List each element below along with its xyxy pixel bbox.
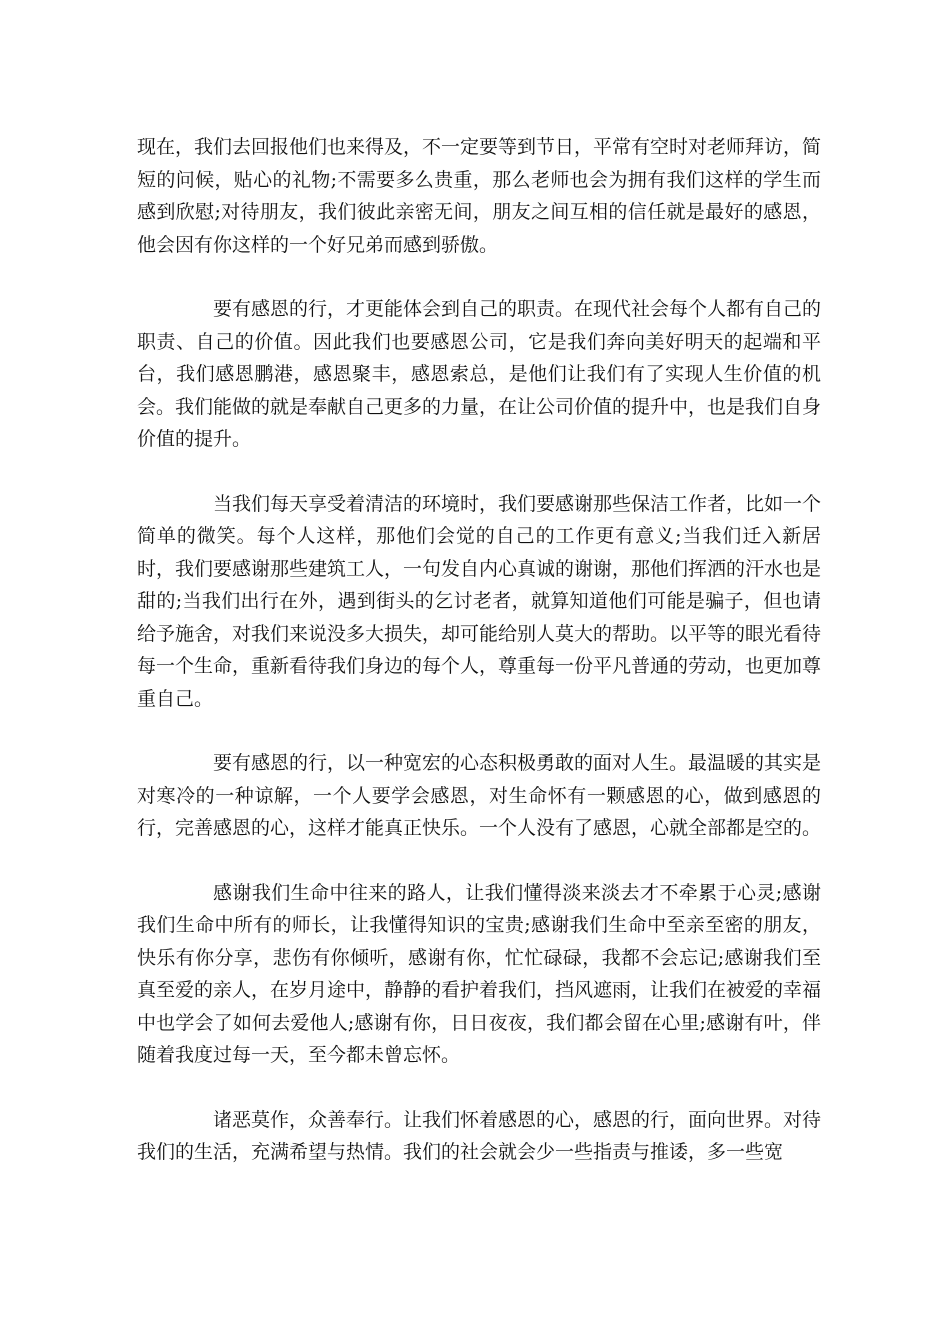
paragraph-5: 感谢我们生命中往来的路人，让我们懂得淡来淡去才不牵累于心灵;感谢我们生命中所有的师长，让我懂得知识的宝贵;感谢我们生命中至亲至密的朋友，快乐有你分享，悲伤有你倾听，感谢有你，忙忙碌碌，我都不会忘记;感谢我们至真至爱的亲人，在岁月途中，静静的看护着我们，挡风遮雨，让我们在被爱的幸福中也学会了如何去爱他人;感谢有你，日日夜夜，我们都会留在心里;感谢有叶，伴随着我度过每一天，至今都未曾忘怀。 bbox=[137, 881, 822, 1066]
document-body bbox=[137, 131, 821, 1201]
paragraph-1: 现在，我们去回报他们也来得及，不一定要等到节日，平常有空时对老师拜访，简短的问候，贴心的礼物;不需要多么贵重，那么老师也会为拥有我们这样的学生而感到欣慰;对待朋友，我们彼此亲密无间，朋友之间互相的信任就是最好的感恩，他会因有你这样的一个好兄弟而感到骄傲。 bbox=[137, 136, 822, 256]
paragraph-4: 要有感恩的行，以一种宽宏的心态积极勇敢的面对人生。最温暖的其实是对寒冷的一种谅解，一个人要学会感恩，对生命怀有一颗感恩的心，做到感恩的行，完善感恩的心，这样才能真正快乐。一个人没有了感恩，心就全部都是空的。 bbox=[137, 752, 822, 839]
paragraph-2: 要有感恩的行，才更能体会到自己的职责。在现代社会每个人都有自己的职责、自己的价值。因此我们也要感恩公司，它是我们奔向美好明天的起端和平台，我们感恩鹏港，感恩聚丰，感恩索总，是他们让我们有了实现人生价值的机会。我们能做的就是奉献自己更多的力量，在让公司价值的提升中，也是我们自身价值的提升。 bbox=[137, 298, 822, 450]
paragraph-6: 诸恶莫作，众善奉行。让我们怀着感恩的心，感恩的行，面向世界。对待我们的生活，充满希望与热情。我们的社会就会少一些指责与推诿，多一些宽 bbox=[137, 1108, 822, 1163]
paragraph-3: 当我们每天享受着清洁的环境时，我们要感谢那些保洁工作者，比如一个简单的微笑。每个人这样，那他们会觉的自己的工作更有意义;当我们迁入新居时，我们要感谢那些建筑工人，一句发自内心真诚的谢谢，那他们挥洒的汗水也是甜的;当我们出行在外，遇到街头的乞讨老者，就算知道他们可能是骗子，但也请给予施舍，对我们来说没多大损失，却可能给别人莫大的帮助。以平等的眼光看待每一个生命，重新看待我们身边的每个人，尊重每一份平凡普通的劳动，也更加尊重自己。 bbox=[137, 492, 822, 710]
